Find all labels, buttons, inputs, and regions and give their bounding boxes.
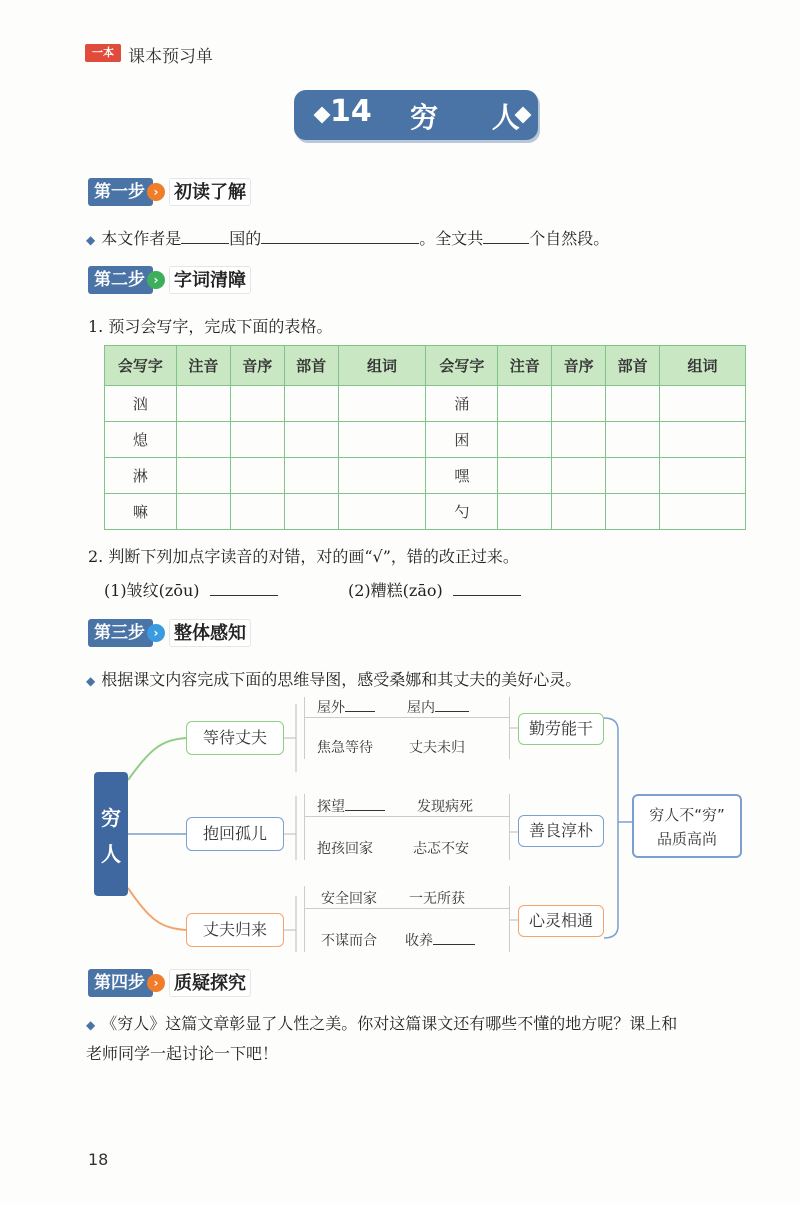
question-text: 本文作者是 (101, 229, 182, 248)
table-cell-blank[interactable] (284, 386, 338, 422)
conclusion-line: 品质高尚 (656, 830, 717, 848)
leaf-item: 抱孩回家 (317, 841, 373, 857)
table-cell-char: 勺 (426, 494, 498, 530)
blank-field[interactable] (483, 230, 529, 244)
table-cell-blank[interactable] (552, 386, 606, 422)
quality-connector (510, 728, 518, 920)
diamond-bullet-icon: ◆ (86, 1018, 96, 1032)
table-cell-blank[interactable] (606, 422, 660, 458)
leaf-item: 探望 (317, 796, 385, 816)
table-cell-blank[interactable] (552, 458, 606, 494)
publisher-logo: 一本 (85, 44, 121, 62)
step-title: 整体感知 (169, 619, 251, 647)
blank-field[interactable] (210, 582, 278, 596)
diamond-bullet-icon: ◆ (86, 674, 96, 688)
step-title: 初读了解 (169, 178, 251, 206)
chevron-right-icon: › (147, 271, 165, 289)
q2-item-1 (104, 578, 278, 601)
step-4-line-2: 老师同学一起讨论一下吧！ (86, 1044, 279, 1063)
lesson-title: 穷 人 (410, 101, 542, 134)
leaf-item: 屋内 (407, 697, 469, 717)
header-title: 课本预习单 (128, 47, 213, 67)
table-cell-blank[interactable] (498, 386, 552, 422)
quality-node: 心灵相通 (518, 905, 604, 937)
table-cell-blank[interactable] (230, 494, 284, 530)
conclusion-line: 穷人不“穷” (649, 806, 725, 824)
step-1-heading (88, 177, 251, 207)
leaf-item: 安全回家 (321, 891, 377, 907)
step-label: 第一步 (88, 178, 153, 206)
branch-connector (284, 796, 296, 860)
table-header: 注音 (498, 346, 552, 386)
table-cell-blank[interactable] (230, 458, 284, 494)
branch-line-orange (128, 888, 186, 930)
table-cell-char: 汹 (105, 386, 177, 422)
table-cell-blank[interactable] (284, 494, 338, 530)
question-text: 。全文共 (419, 229, 484, 248)
step-label: 第二步 (88, 266, 153, 294)
table-cell-blank[interactable] (230, 422, 284, 458)
lesson-number: 14 (330, 94, 372, 129)
table-cell-char: 困 (426, 422, 498, 458)
step-label: 第四步 (88, 969, 153, 997)
question-text: 国的 (229, 229, 262, 248)
table-cell-char: 嘛 (105, 494, 177, 530)
branch-connector (284, 704, 296, 772)
branch-connector (284, 896, 296, 952)
table-cell-blank[interactable] (552, 494, 606, 530)
blank-field[interactable] (181, 230, 229, 244)
branch-node: 等待丈夫 (186, 721, 284, 755)
chevron-right-icon: › (147, 974, 165, 992)
leaf-item: 丈夫未归 (409, 740, 465, 756)
quality-node: 勤劳能干 (518, 713, 604, 745)
table-header: 注音 (176, 346, 230, 386)
table-header: 组词 (338, 346, 426, 386)
q2-item-text: (1)皱纹(zōu) (104, 581, 200, 600)
step-2-question-2: 2. 判断下列加点字读音的对错，对的画“√”，错的改正过来。 (88, 547, 519, 566)
table-header: 部首 (284, 346, 338, 386)
blank-field[interactable] (453, 582, 521, 596)
blank-field[interactable] (261, 230, 419, 244)
leaf-item: 一无所获 (409, 891, 465, 907)
leaf-item: 收养 (405, 930, 475, 950)
table-cell-blank[interactable] (284, 422, 338, 458)
table-header: 组词 (660, 346, 746, 386)
quality-node: 善良淳朴 (518, 815, 604, 847)
table-header: 部首 (606, 346, 660, 386)
table-row (105, 458, 746, 494)
table-cell-blank[interactable] (230, 386, 284, 422)
step-title: 字词清障 (169, 266, 251, 294)
step-1-question (86, 226, 609, 249)
table-cell-blank[interactable] (552, 422, 606, 458)
table-cell-char: 淋 (105, 458, 177, 494)
character-table (104, 345, 746, 530)
step-2-question-1: 1. 预习会写字，完成下面的表格。 (88, 317, 333, 336)
chevron-right-icon: › (147, 624, 165, 642)
table-cell-blank[interactable] (176, 458, 230, 494)
table-cell-blank[interactable] (284, 458, 338, 494)
paragraph-text: 《穷人》这篇文章彰显了人性之美。你对这篇课文还有哪些不懂的地方呢？课上和 (101, 1014, 678, 1033)
leaf-group (304, 697, 510, 759)
table-header: 音序 (552, 346, 606, 386)
step-4-heading (88, 968, 251, 998)
table-cell-char: 熄 (105, 422, 177, 458)
page-number: 18 (88, 1150, 109, 1169)
brace-line (604, 718, 618, 938)
conclusion-node (632, 794, 742, 858)
table-cell-blank[interactable] (338, 494, 426, 530)
table-cell-blank[interactable] (176, 422, 230, 458)
table-row (105, 494, 746, 530)
table-cell-blank[interactable] (606, 458, 660, 494)
table-cell-blank[interactable] (338, 458, 426, 494)
step-2-heading (88, 265, 251, 295)
table-cell-blank[interactable] (498, 494, 552, 530)
table-header: 音序 (230, 346, 284, 386)
step-label: 第三步 (88, 619, 153, 647)
intro-text: 根据课文内容完成下面的思维导图，感受桑娜和其丈夫的美好心灵。 (101, 670, 582, 689)
table-cell-blank[interactable] (498, 458, 552, 494)
step-3-heading (88, 618, 251, 648)
table-cell-char: 嘿 (426, 458, 498, 494)
leaf-item: 焦急等待 (317, 740, 373, 756)
table-cell-blank[interactable] (176, 494, 230, 530)
table-cell-blank[interactable] (176, 386, 230, 422)
q2-item-2 (348, 578, 521, 601)
table-cell-blank[interactable] (498, 422, 552, 458)
mind-map-root: 穷人 (94, 772, 128, 896)
table-header: 会写字 (105, 346, 177, 386)
leaf-item: 忐忑不安 (413, 841, 469, 857)
step-title: 质疑探究 (169, 969, 251, 997)
table-cell-blank[interactable] (660, 494, 746, 530)
step-3-intro (86, 667, 581, 690)
table-cell-blank[interactable] (660, 386, 746, 422)
leaf-group (304, 886, 510, 952)
table-cell-char: 涌 (426, 386, 498, 422)
chevron-right-icon: › (147, 183, 165, 201)
diamond-bullet-icon: ◆ (86, 233, 96, 247)
table-row (105, 422, 746, 458)
table-cell-blank[interactable] (606, 494, 660, 530)
branch-node: 丈夫归来 (186, 913, 284, 947)
step-4-line-1 (86, 1011, 677, 1034)
table-cell-blank[interactable] (606, 386, 660, 422)
table-header-row (105, 346, 746, 386)
branch-line-green (128, 738, 186, 780)
leaf-item: 发现病死 (417, 799, 473, 815)
leaf-item: 不谋而合 (321, 933, 377, 949)
table-cell-blank[interactable] (660, 458, 746, 494)
question-text: 个自然段。 (529, 229, 610, 248)
leaf-item: 屋外 (317, 697, 375, 717)
table-header: 会写字 (426, 346, 498, 386)
table-cell-blank[interactable] (338, 422, 426, 458)
table-cell-blank[interactable] (338, 386, 426, 422)
leaf-group (304, 794, 510, 860)
table-cell-blank[interactable] (660, 422, 746, 458)
q2-item-text: (2)糟糕(zāo) (348, 581, 443, 600)
table-row (105, 386, 746, 422)
branch-node: 抱回孤儿 (186, 817, 284, 851)
